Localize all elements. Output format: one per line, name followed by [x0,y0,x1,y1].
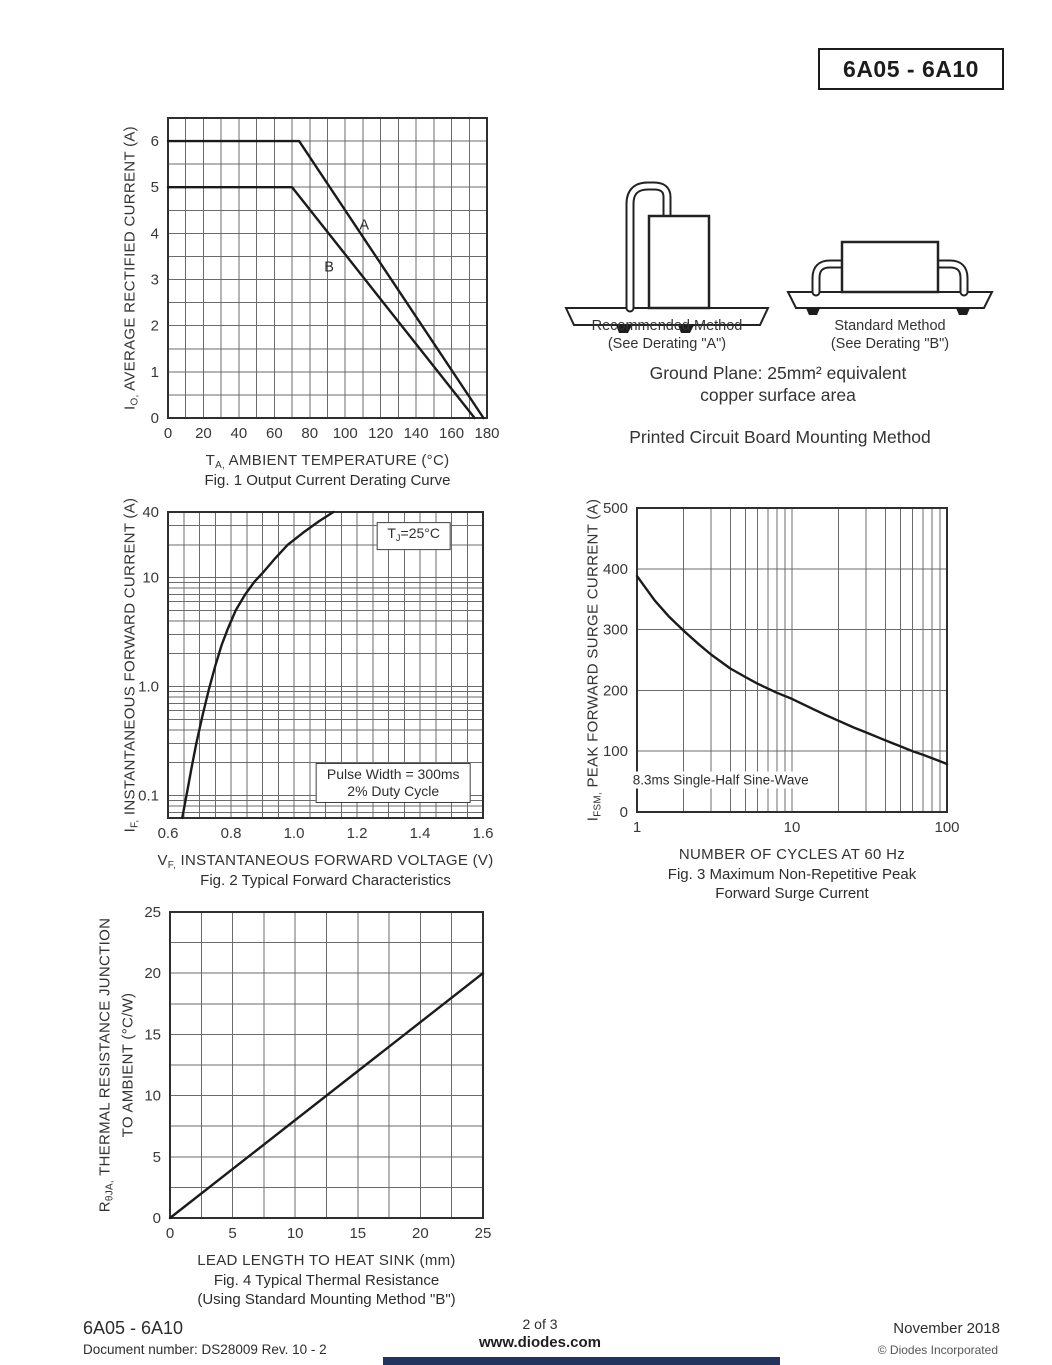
x-tick-label: 160 [439,425,465,442]
y-tick-label: 500 [602,500,628,517]
footer-brand-bar [383,1357,780,1365]
standard-method-caption-2: (See Derating "B") [830,336,950,352]
fig4-thermal-resistance [96,895,520,1315]
fig3-caption: Fig. 3 Maximum Non-Repetitive Peak [667,866,917,883]
x-tick-label: 10 [286,1225,304,1242]
standard-mounting-diagram [780,198,1000,323]
gridlines [170,912,483,1218]
fig2-plot [100,495,520,900]
x-tick-label: 0 [165,1225,175,1242]
x-tick-label: 5 [228,1225,237,1242]
y-tick-label: 4 [150,225,159,243]
y-tick-label: 300 [602,621,628,639]
fig2-y-axis-label: IF, INSTANTANEOUS FORWARD CURRENT (A) [121,497,141,833]
x-tick-label: 180 [474,425,500,442]
fig3-plot [560,490,1000,900]
fig3-x-axis-label: NUMBER OF CYCLES AT 60 Hz [678,846,906,863]
y-tick-label: 3 [150,271,159,289]
x-tick-label: 0.8 [220,825,242,842]
x-tick-label: 0 [163,425,173,442]
board-foot [956,308,970,315]
x-tick-label: 1.0 [283,825,305,842]
y-tick-label: 0.1 [138,787,159,805]
y-tick-label: 1.0 [138,678,159,696]
fig2-annotation: TJ=25°C [376,523,451,551]
x-tick-label: 20 [195,425,212,442]
x-tick-label: 0.6 [157,825,179,842]
x-tick-label: 100 [934,819,960,836]
standard-method-caption-1: Standard Method [834,318,946,334]
footer-date: November 2018 [893,1320,1000,1337]
ground-plane-line-1: Ground Plane: 25mm² equivalent [649,363,907,383]
y-tick-label: 0 [152,1210,161,1227]
y-tick-label: 40 [142,504,159,521]
y-tick-label: 2 [150,317,159,335]
fig1-output-current-derating [100,100,520,500]
y-tick-label: 10 [142,569,159,587]
board-foot [806,308,820,315]
x-tick-label: 1.4 [409,825,431,842]
ground-plane-line-2: copper surface area [700,385,856,405]
x-tick-label: 15 [349,1225,367,1242]
y-tick-label: 25 [144,904,161,921]
y-tick-label: 6 [150,133,159,151]
y-tick-label: 0 [619,804,628,821]
gridlines [637,508,947,812]
fig1-annotation: A [359,217,370,234]
fig1-caption: Fig. 1 Output Current Derating Curve [204,472,451,489]
fig1-plot [100,100,520,500]
fig2-forward-characteristics [100,495,520,900]
footer-website: www.diodes.com [479,1334,601,1351]
fig2-x-axis-label: VF, INSTANTANEOUS FORWARD VOLTAGE (V) [157,852,494,871]
x-tick-label: 120 [368,425,394,442]
x-tick-label: 100 [332,425,358,442]
x-tick-label: 80 [301,425,319,442]
x-tick-label: 10 [783,819,801,836]
x-tick-label: 20 [412,1225,429,1242]
diode-body-vertical [649,216,709,308]
part-number-badge [818,48,1004,90]
x-tick-label: 25 [474,1225,492,1242]
y-tick-label: 15 [144,1026,161,1044]
y-tick-label: 5 [150,179,159,197]
fig4-caption: Fig. 4 Typical Thermal Resistance [213,1272,440,1289]
footer-copyright: © Diodes Incorporated [877,1343,998,1357]
fig2-curve-IF [182,512,333,818]
x-tick-label: 1 [632,819,642,836]
fig2-annotation: Pulse Width = 300ms 2% Duty Cycle [316,763,471,803]
fig1-x-axis-label: TA, AMBIENT TEMPERATURE (°C) [205,452,450,471]
fig1-annotation: B [324,259,334,276]
fig3-caption: Forward Surge Current [715,885,869,902]
fig4-x-axis-label: LEAD LENGTH TO HEAT SINK (mm) [197,1252,456,1269]
fig3-surge-current [560,490,1000,900]
x-tick-label: 1.2 [346,825,368,842]
x-tick-label: 1.6 [472,825,494,842]
pcb-mounting-method-title: Printed Circuit Board Mounting Method [629,427,931,447]
footer-page-number: 2 of 3 [522,1316,558,1332]
y-tick-label: 20 [144,965,161,983]
diode-body-horizontal [842,242,938,292]
y-tick-label: 100 [602,743,628,761]
fig4-y-axis-label: TO AMBIENT (°C/W) [119,992,137,1138]
fig1-y-axis-label: IO, AVERAGE RECTIFIED CURRENT (A) [121,126,141,410]
x-tick-label: 140 [403,425,429,442]
recommended-method-caption-2: (See Derating "A") [607,336,727,352]
y-tick-label: 1 [150,363,159,381]
footer-part-number: 6A05 - 6A10 [83,1318,184,1338]
part-number-text: 6A05 - 6A10 [843,55,979,82]
footer-document-number: Document number: DS28009 Rev. 10 - 2 [83,1342,327,1357]
x-tick-label: 60 [265,425,283,442]
fig2-caption: Fig. 2 Typical Forward Characteristics [200,872,451,889]
y-tick-label: 10 [144,1087,161,1105]
y-tick-label: 200 [602,682,628,700]
y-tick-label: 0 [150,410,159,427]
recommended-method-caption-1: Recommended Method [591,318,743,334]
fig3-annotation: 8.3ms Single-Half Sine-Wave [629,772,813,789]
fig3-y-axis-label: IFSM, PEAK FORWARD SURGE CURRENT (A) [584,498,604,822]
y-tick-label: 5 [152,1148,161,1166]
fig4-caption: (Using Standard Mounting Method "B") [197,1291,456,1308]
x-tick-label: 40 [230,425,248,442]
fig4-y-axis-label: RθJA, THERMAL RESISTANCE JUNCTION [96,917,116,1213]
y-tick-label: 400 [602,560,628,578]
